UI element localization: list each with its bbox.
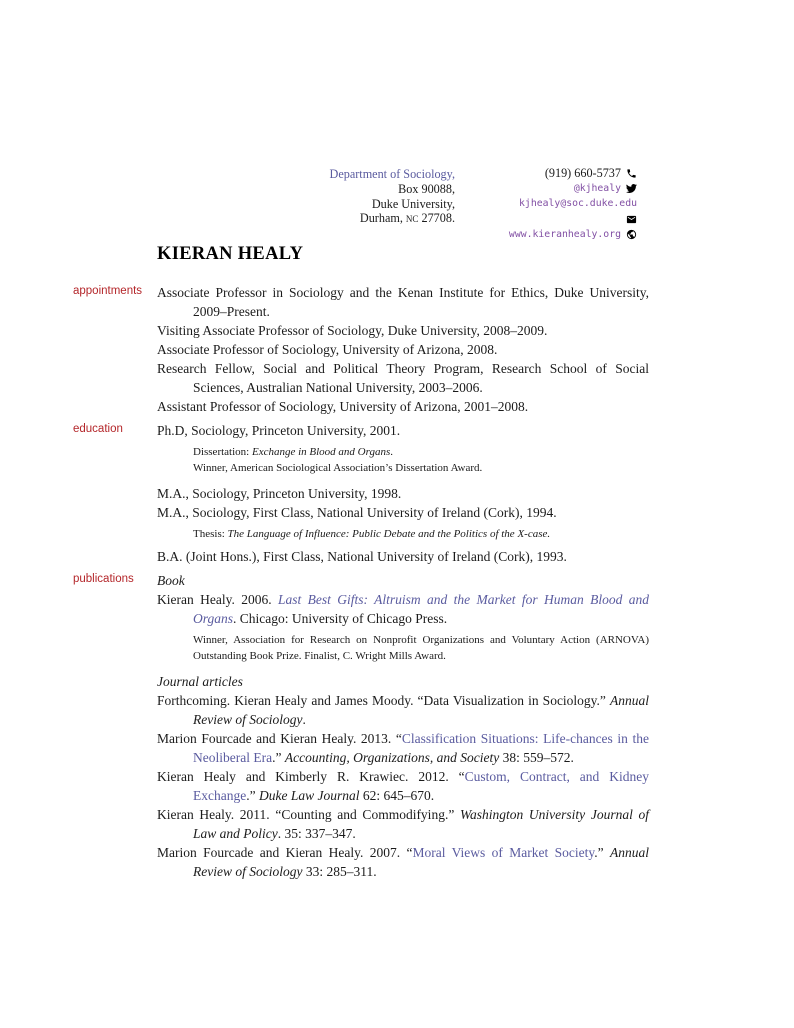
text-segment: .” [272,750,285,765]
cv-note [193,526,649,542]
text-segment: Kieran Healy. 2006. [157,592,278,607]
cv-note [193,460,649,476]
cv-entry [157,321,649,340]
text-segment: B.A. (Joint Hons.), First Class, National University of Ireland (Cork), 1993. [157,549,567,564]
section-appointments [0,283,794,416]
text-segment: Book [157,573,185,588]
text-segment: Visiting Associate Professor of Sociology, Duke University, 2008–2009. [157,323,548,338]
link[interactable]: Last Best Gifts: Altruism and the Market for Human Blood and Organs [193,592,650,626]
email-link[interactable]: kjhealy@soc.duke.edu [519,198,637,210]
cv-entry [157,421,649,440]
text-segment: . [390,446,394,458]
text-segment: 38: 559–572. [499,750,574,765]
address-line [330,182,455,197]
phone-number: (919) 660-5737 [544,166,621,181]
section-content [157,571,649,881]
pub-subheading [157,571,649,590]
spacer [157,476,649,484]
cv-entry [157,729,649,767]
twitter-icon[interactable] [626,183,637,194]
link[interactable]: Moral Views of Market Society [412,845,595,860]
text-segment: Marion Fourcade and Kieran Healy. 2007. “ [157,845,413,860]
section-education [0,421,794,566]
twitter-row [509,181,637,196]
section-publications [0,571,794,881]
cv-entry [157,767,649,805]
text-segment: .” [246,788,259,803]
address-line [330,167,455,182]
link[interactable]: Classification Situations: Life-chances in the Neoliberal Era [193,731,649,765]
phone-icon [626,168,637,179]
text-segment: Assistant Professor of Sociology, University of Arizona, 2001–2008. [157,399,529,414]
phone-row [509,166,637,181]
text-segment: Box 90088, [398,181,455,196]
text-segment: Washington University Journal of Law and Policy [193,807,649,841]
text-segment: Forthcoming. Kieran Healy and James Moody. “Data Visualization in Sociology.” [157,693,610,708]
text-segment: Kieran Healy and Kimberly R. Krawiec. 2012. “ [157,769,465,784]
cv-entry [157,503,649,522]
website-link[interactable]: www.kieranhealy.org [508,228,621,240]
text-segment: Annual Review of Sociology [193,845,649,879]
mail-row [509,212,637,227]
cv-note [193,632,649,664]
text-segment: Associate Professor in Sociology and the Kenan Institute for Ethics, Duke University, 2009–Present. [157,285,649,319]
text-segment: M.A., Sociology, First Class, National University of Ireland (Cork), 1994. [157,505,557,520]
cv-entry [157,359,649,397]
page-title: KIERAN HEALY [157,244,304,264]
envelope-icon[interactable] [626,214,637,225]
cv-entry [157,397,649,416]
text-segment: Durham, [359,211,406,226]
section-content [157,283,649,416]
cv-entry [157,590,649,628]
spacer [157,664,649,672]
text-segment: Associate Professor of Sociology, University of Arizona, 2008. [157,342,498,357]
text-segment: Duke University, [371,196,455,211]
pub-subheading [157,672,649,691]
text-segment: . 35: 337–347. [277,826,356,841]
text-segment: Exchange in Blood and Organs [251,446,391,458]
text-segment: Winner, Association for Research on Nonprofit Organizations and Voluntary Action (ARNOVA) Outstanding Book Prize. Finalist, C. Wright Mills Award. [193,634,649,662]
section-label-publications: publications [73,573,134,585]
text-segment: Kieran Healy. 2011. “Counting and Commodifying.” [157,807,460,822]
email-row [509,196,637,211]
text-segment: Research Fellow, Social and Political Theory Program, Research School of Social Sciences, Australian National University, 2003–2006. [157,361,649,395]
text-segment: Thesis: [193,528,228,540]
globe-icon[interactable] [626,229,637,240]
twitter-link[interactable]: @kjhealy [573,183,621,195]
link[interactable]: Custom, Contract, and Kidney Exchange [193,769,649,803]
text-segment: .” [594,845,610,860]
text-segment: Ph.D, Sociology, Princeton University, 2001. [157,423,401,438]
website-row [509,227,637,242]
text-segment: Dissertation: [193,446,252,458]
cv-entry [157,283,649,321]
text-segment: Journal articles [157,674,243,689]
text-segment: . [302,712,306,727]
text-segment: Duke Law Journal [258,788,360,803]
cv-entry [157,805,649,843]
text-segment: 33: 285–311. [302,864,377,879]
cv-entry [157,547,649,566]
section-label-appointments: appointments [73,285,143,297]
address-line [330,211,455,226]
text-segment: The Language of Influence: Public Debate and the Politics of the X-case. [227,528,551,540]
section-label-education: education [73,423,123,435]
text-segment: Winner, American Sociological Association’s Dissertation Award. [193,462,483,474]
text-segment: Marion Fourcade and Kieran Healy. 2013. “ [157,731,402,746]
cv-entry [157,340,649,359]
text-segment: 62: 645–670. [359,788,435,803]
address-block [330,167,455,226]
text-segment: Accounting, Organizations, and Society [284,750,500,765]
contact-block [509,166,637,242]
cv-entry [157,691,649,729]
text-segment: nc [405,211,419,226]
text-segment: 27708. [418,211,455,226]
section-content [157,421,649,566]
cv-note [193,444,649,460]
text-segment: Annual Review of Sociology [193,693,649,727]
cv-entry [157,843,649,881]
link[interactable]: Department of Sociology, [329,167,455,181]
text-segment: . Chicago: University of Chicago Press. [233,611,448,626]
cv-entry [157,484,649,503]
address-line [330,197,455,212]
text-segment: M.A., Sociology, Princeton University, 1998. [157,486,402,501]
